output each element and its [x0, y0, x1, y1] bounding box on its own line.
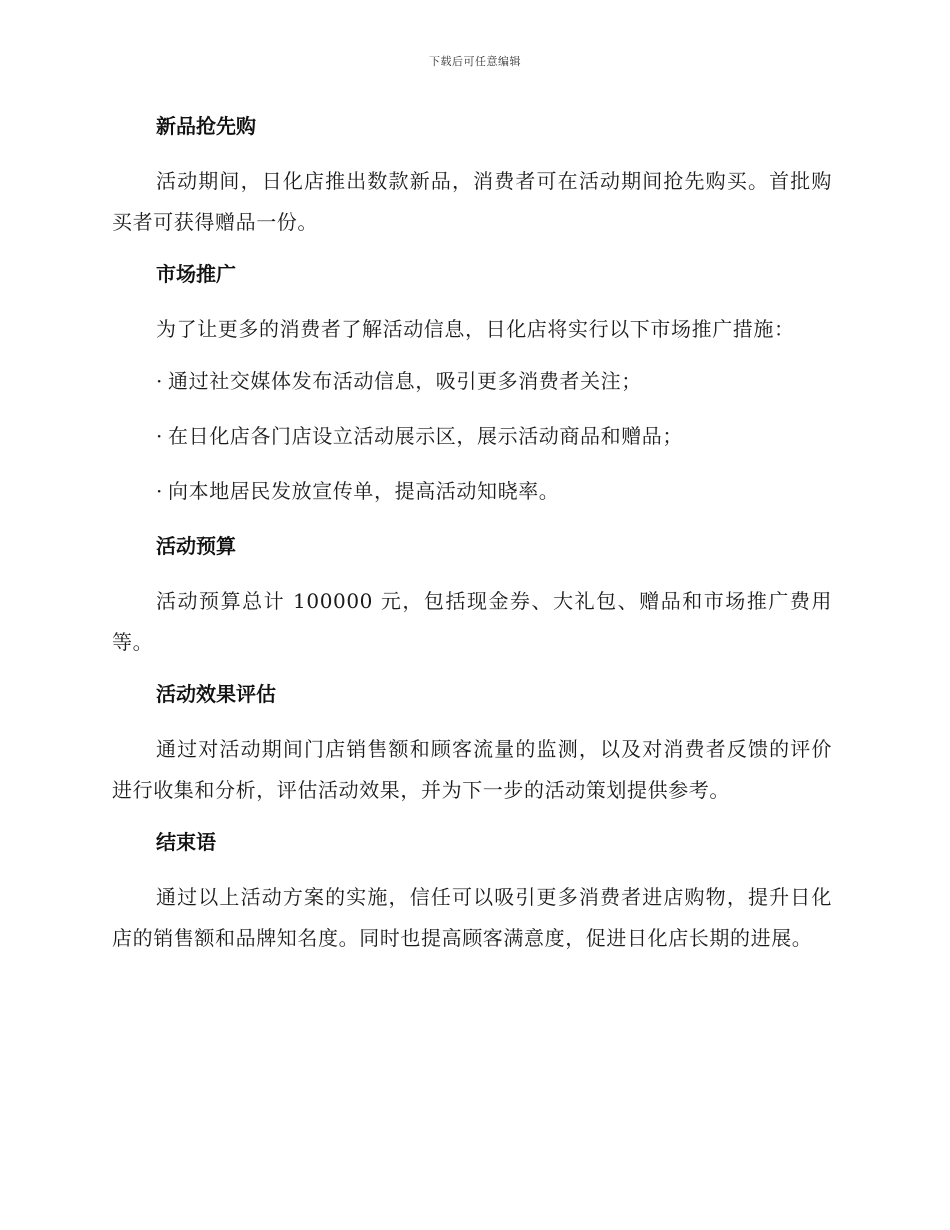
section-conclusion [112, 825, 832, 959]
bullet-item [112, 474, 832, 508]
page-header: 下载后可任意编辑 [429, 55, 521, 68]
section-heading: 活动预算 [156, 534, 236, 558]
bullet-item [112, 419, 832, 453]
paragraph: 为了让更多的消费者了解活动信息，日化店将实行以下市场推广措施： [156, 317, 795, 341]
paragraph: 活动期间，日化店推出数款新品，消费者可在活动期间抢先购买。首批购买者可获得赠品一份。 [112, 169, 832, 234]
section-marketing [112, 257, 832, 508]
section-new-products [112, 109, 832, 243]
section-heading: 活动效果评估 [156, 682, 276, 706]
paragraph: 通过以上活动方案的实施，信任可以吸引更多消费者进店购物，提升日化店的销售额和品牌知名度。同时也提高顾客满意度，促进日化店长期的进展。 [112, 885, 832, 950]
section-heading: 结束语 [156, 830, 216, 854]
bullet-dot-icon: · [156, 369, 163, 393]
bullet-text: 通过社交媒体发布活动信息，吸引更多消费者关注； [168, 369, 642, 393]
section-heading: 新品抢先购 [156, 114, 256, 138]
bullet-text: 在日化店各门店设立活动展示区，展示活动商品和赠品； [168, 424, 683, 448]
section-heading: 市场推广 [156, 262, 236, 286]
bullet-item [112, 364, 832, 398]
section-evaluation [112, 677, 832, 811]
section-budget [112, 529, 832, 663]
bullet-text: 向本地居民发放宣传单，提高活动知晓率。 [168, 479, 560, 503]
bullet-dot-icon: · [156, 424, 163, 448]
paragraph: 通过对活动期间门店销售额和顾客流量的监测，以及对消费者反馈的评价进行收集和分析，评估活动效果，并为下一步的活动策划提供参考。 [112, 737, 832, 802]
paragraph: 活动预算总计 100000 元，包括现金券、大礼包、赠品和市场推广费用等。 [112, 589, 832, 654]
bullet-dot-icon: · [156, 479, 163, 503]
document-body [112, 109, 832, 973]
